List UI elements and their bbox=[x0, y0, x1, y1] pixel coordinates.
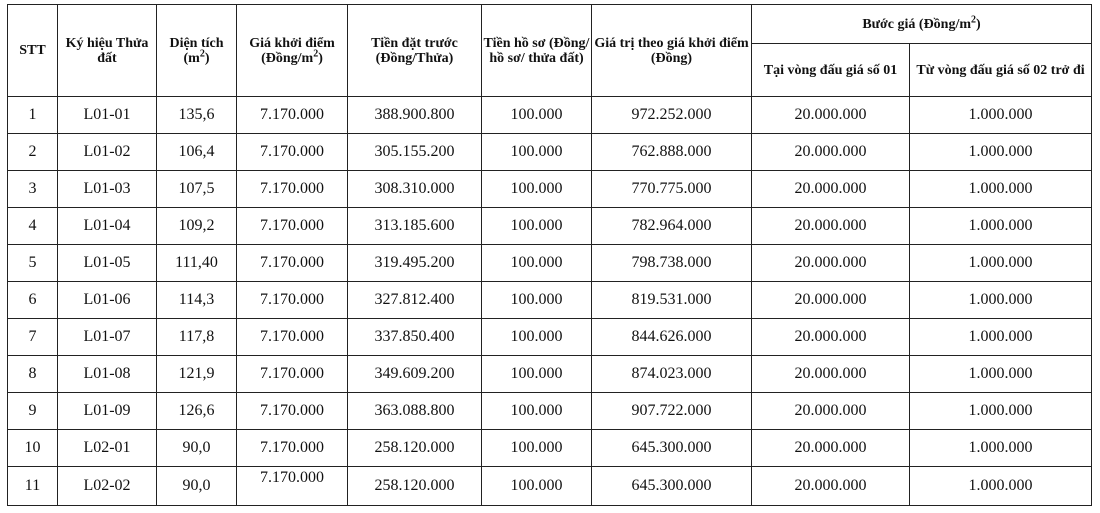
cell-vong-01: 20.000.000 bbox=[752, 356, 910, 393]
cell-stt: 5 bbox=[8, 245, 58, 282]
cell-gia-tri: 798.738.000 bbox=[592, 245, 752, 282]
header-gia-khoi-diem-sup: 2 bbox=[313, 47, 319, 59]
cell-tien-dat-truoc: 305.155.200 bbox=[348, 134, 482, 171]
cell-gia-tri: 972.252.000 bbox=[592, 97, 752, 134]
table-row bbox=[8, 171, 1092, 208]
cell-ky-hieu: L01-01 bbox=[58, 97, 157, 134]
cell-dien-tich: 106,4 bbox=[157, 134, 237, 171]
table-row bbox=[8, 282, 1092, 319]
header-tien-ho-so-text: Tiền hồ sơ (Đồng/ hồ sơ/ thửa đất) bbox=[483, 35, 590, 66]
cell-vong-01: 20.000.000 bbox=[752, 430, 910, 467]
table-row bbox=[8, 245, 1092, 282]
cell-ky-hieu: L02-01 bbox=[58, 430, 157, 467]
header-buoc-gia-sup: 2 bbox=[971, 13, 977, 25]
cell-stt: 10 bbox=[8, 430, 58, 467]
cell-tien-ho-so: 100.000 bbox=[482, 356, 592, 393]
cell-vong-01: 20.000.000 bbox=[752, 245, 910, 282]
header-stt-text: STT bbox=[19, 43, 46, 58]
cell-gia-khoi-diem: 7.170.000 bbox=[237, 319, 348, 356]
cell-ky-hieu: L02-02 bbox=[58, 467, 157, 506]
cell-ky-hieu: L01-07 bbox=[58, 319, 157, 356]
header-buoc-gia bbox=[752, 5, 1092, 44]
cell-tien-ho-so: 100.000 bbox=[482, 393, 592, 430]
cell-vong-01: 20.000.000 bbox=[752, 97, 910, 134]
cell-vong-02: 1.000.000 bbox=[910, 319, 1092, 356]
cell-dien-tich: 126,6 bbox=[157, 393, 237, 430]
cell-vong-02: 1.000.000 bbox=[910, 393, 1092, 430]
cell-gia-tri: 645.300.000 bbox=[592, 430, 752, 467]
cell-tien-ho-so: 100.000 bbox=[482, 171, 592, 208]
cell-vong-01: 20.000.000 bbox=[752, 134, 910, 171]
cell-gia-khoi-diem: 7.170.000 bbox=[237, 208, 348, 245]
header-gia-khoi-diem-text: Giá khởi điểm bbox=[249, 35, 335, 51]
cell-gia-khoi-diem: 7.170.000 bbox=[237, 97, 348, 134]
cell-dien-tich: 111,40 bbox=[157, 245, 237, 282]
cell-gia-tri: 907.722.000 bbox=[592, 393, 752, 430]
cell-tien-dat-truoc: 319.495.200 bbox=[348, 245, 482, 282]
header-buoc-gia-close: ) bbox=[976, 16, 981, 32]
cell-vong-01: 20.000.000 bbox=[752, 319, 910, 356]
header-vong-02-text: Từ vòng đấu giá số 02 trở đi bbox=[916, 62, 1085, 78]
cell-tien-ho-so: 100.000 bbox=[482, 97, 592, 134]
cell-gia-khoi-diem: 7.170.000 bbox=[237, 430, 348, 467]
auction-table bbox=[7, 4, 1092, 506]
cell-stt: 1 bbox=[8, 97, 58, 134]
cell-gia-tri: 874.023.000 bbox=[592, 356, 752, 393]
cell-tien-dat-truoc: 363.088.800 bbox=[348, 393, 482, 430]
header-gia-khoi-diem bbox=[237, 5, 348, 97]
cell-vong-02: 1.000.000 bbox=[910, 134, 1092, 171]
cell-vong-02: 1.000.000 bbox=[910, 245, 1092, 282]
cell-gia-khoi-diem: 7.170.000 bbox=[237, 171, 348, 208]
header-ky-hieu bbox=[58, 5, 157, 97]
header-ky-hieu-text: Ký hiệu Thửa đất bbox=[65, 35, 149, 66]
cell-dien-tich: 117,8 bbox=[157, 319, 237, 356]
cell-ky-hieu: L01-05 bbox=[58, 245, 157, 282]
header-tien-dat-truoc bbox=[348, 5, 482, 97]
cell-vong-02: 1.000.000 bbox=[910, 467, 1092, 506]
table-body bbox=[8, 97, 1092, 506]
cell-tien-ho-so: 100.000 bbox=[482, 282, 592, 319]
header-dien-tich-text: Diện tích bbox=[169, 35, 224, 51]
cell-stt: 8 bbox=[8, 356, 58, 393]
cell-tien-dat-truoc: 258.120.000 bbox=[348, 430, 482, 467]
cell-ky-hieu: L01-08 bbox=[58, 356, 157, 393]
header-dien-tich-close: ) bbox=[204, 50, 210, 66]
cell-ky-hieu: L01-03 bbox=[58, 171, 157, 208]
cell-tien-dat-truoc: 258.120.000 bbox=[348, 467, 482, 506]
cell-ky-hieu: L01-09 bbox=[58, 393, 157, 430]
cell-tien-dat-truoc: 308.310.000 bbox=[348, 171, 482, 208]
header-gia-tri bbox=[592, 5, 752, 97]
cell-tien-dat-truoc: 349.609.200 bbox=[348, 356, 482, 393]
header-tien-ho-so bbox=[482, 5, 592, 97]
header-dien-tich-unit: (m bbox=[183, 50, 200, 66]
cell-vong-01: 20.000.000 bbox=[752, 467, 910, 506]
cell-stt: 4 bbox=[8, 208, 58, 245]
header-gia-khoi-diem-unit: (Đồng/m bbox=[261, 50, 314, 66]
cell-dien-tich: 121,9 bbox=[157, 356, 237, 393]
table-row bbox=[8, 208, 1092, 245]
header-gia-khoi-diem-close: ) bbox=[318, 50, 323, 66]
cell-gia-tri: 770.775.000 bbox=[592, 171, 752, 208]
cell-gia-khoi-diem: 7.170.000 bbox=[237, 282, 348, 319]
cell-gia-tri: 782.964.000 bbox=[592, 208, 752, 245]
cell-tien-ho-so: 100.000 bbox=[482, 134, 592, 171]
cell-tien-dat-truoc: 337.850.400 bbox=[348, 319, 482, 356]
cell-vong-01: 20.000.000 bbox=[752, 393, 910, 430]
cell-vong-02: 1.000.000 bbox=[910, 171, 1092, 208]
cell-stt: 9 bbox=[8, 393, 58, 430]
cell-vong-02: 1.000.000 bbox=[910, 430, 1092, 467]
cell-dien-tich: 90,0 bbox=[157, 467, 237, 506]
cell-ky-hieu: L01-06 bbox=[58, 282, 157, 319]
table-row bbox=[8, 319, 1092, 356]
cell-stt: 7 bbox=[8, 319, 58, 356]
cell-gia-khoi-diem: 7.170.000 bbox=[237, 393, 348, 430]
cell-dien-tich: 90,0 bbox=[157, 430, 237, 467]
cell-dien-tich: 135,6 bbox=[157, 97, 237, 134]
cell-gia-tri: 762.888.000 bbox=[592, 134, 752, 171]
table-row bbox=[8, 467, 1092, 506]
cell-vong-01: 20.000.000 bbox=[752, 282, 910, 319]
cell-gia-khoi-diem: 7.170.000 bbox=[237, 467, 348, 506]
cell-vong-02: 1.000.000 bbox=[910, 356, 1092, 393]
cell-stt: 2 bbox=[8, 134, 58, 171]
header-stt bbox=[8, 5, 58, 97]
cell-vong-02: 1.000.000 bbox=[910, 282, 1092, 319]
cell-tien-ho-so: 100.000 bbox=[482, 467, 592, 506]
cell-vong-02: 1.000.000 bbox=[910, 97, 1092, 134]
cell-tien-ho-so: 100.000 bbox=[482, 245, 592, 282]
cell-tien-ho-so: 100.000 bbox=[482, 208, 592, 245]
cell-tien-dat-truoc: 327.812.400 bbox=[348, 282, 482, 319]
cell-gia-tri: 819.531.000 bbox=[592, 282, 752, 319]
header-vong-02 bbox=[910, 44, 1092, 97]
header-buoc-gia-text: Bước giá (Đồng/m bbox=[862, 16, 972, 32]
header-gia-tri-text: Giá trị theo giá khởi điểm (Đồng) bbox=[594, 35, 749, 66]
cell-ky-hieu: L01-04 bbox=[58, 208, 157, 245]
cell-stt: 6 bbox=[8, 282, 58, 319]
header-vong-01 bbox=[752, 44, 910, 97]
cell-vong-01: 20.000.000 bbox=[752, 208, 910, 245]
table-row bbox=[8, 134, 1092, 171]
header-tien-dat-truoc-text: Tiền đặt trước (Đồng/Thửa) bbox=[371, 35, 458, 66]
cell-gia-khoi-diem: 7.170.000 bbox=[237, 356, 348, 393]
table-row bbox=[8, 393, 1092, 430]
cell-tien-ho-so: 100.000 bbox=[482, 430, 592, 467]
cell-gia-khoi-diem: 7.170.000 bbox=[237, 134, 348, 171]
cell-tien-dat-truoc: 388.900.800 bbox=[348, 97, 482, 134]
cell-tien-dat-truoc: 313.185.600 bbox=[348, 208, 482, 245]
cell-dien-tich: 109,2 bbox=[157, 208, 237, 245]
header-dien-tich-sup: 2 bbox=[199, 47, 205, 59]
cell-tien-ho-so: 100.000 bbox=[482, 319, 592, 356]
cell-gia-tri: 645.300.000 bbox=[592, 467, 752, 506]
cell-stt: 11 bbox=[8, 467, 58, 506]
cell-ky-hieu: L01-02 bbox=[58, 134, 157, 171]
cell-gia-tri: 844.626.000 bbox=[592, 319, 752, 356]
table-header bbox=[8, 5, 1092, 97]
cell-vong-02: 1.000.000 bbox=[910, 208, 1092, 245]
auction-table-wrapper bbox=[7, 4, 1092, 506]
table-row bbox=[8, 356, 1092, 393]
cell-vong-01: 20.000.000 bbox=[752, 171, 910, 208]
cell-dien-tich: 107,5 bbox=[157, 171, 237, 208]
cell-stt: 3 bbox=[8, 171, 58, 208]
table-row bbox=[8, 430, 1092, 467]
cell-gia-khoi-diem: 7.170.000 bbox=[237, 245, 348, 282]
header-dien-tich bbox=[157, 5, 237, 97]
header-vong-01-text: Tại vòng đấu giá số 01 bbox=[763, 62, 898, 78]
cell-dien-tich: 114,3 bbox=[157, 282, 237, 319]
table-row bbox=[8, 97, 1092, 134]
